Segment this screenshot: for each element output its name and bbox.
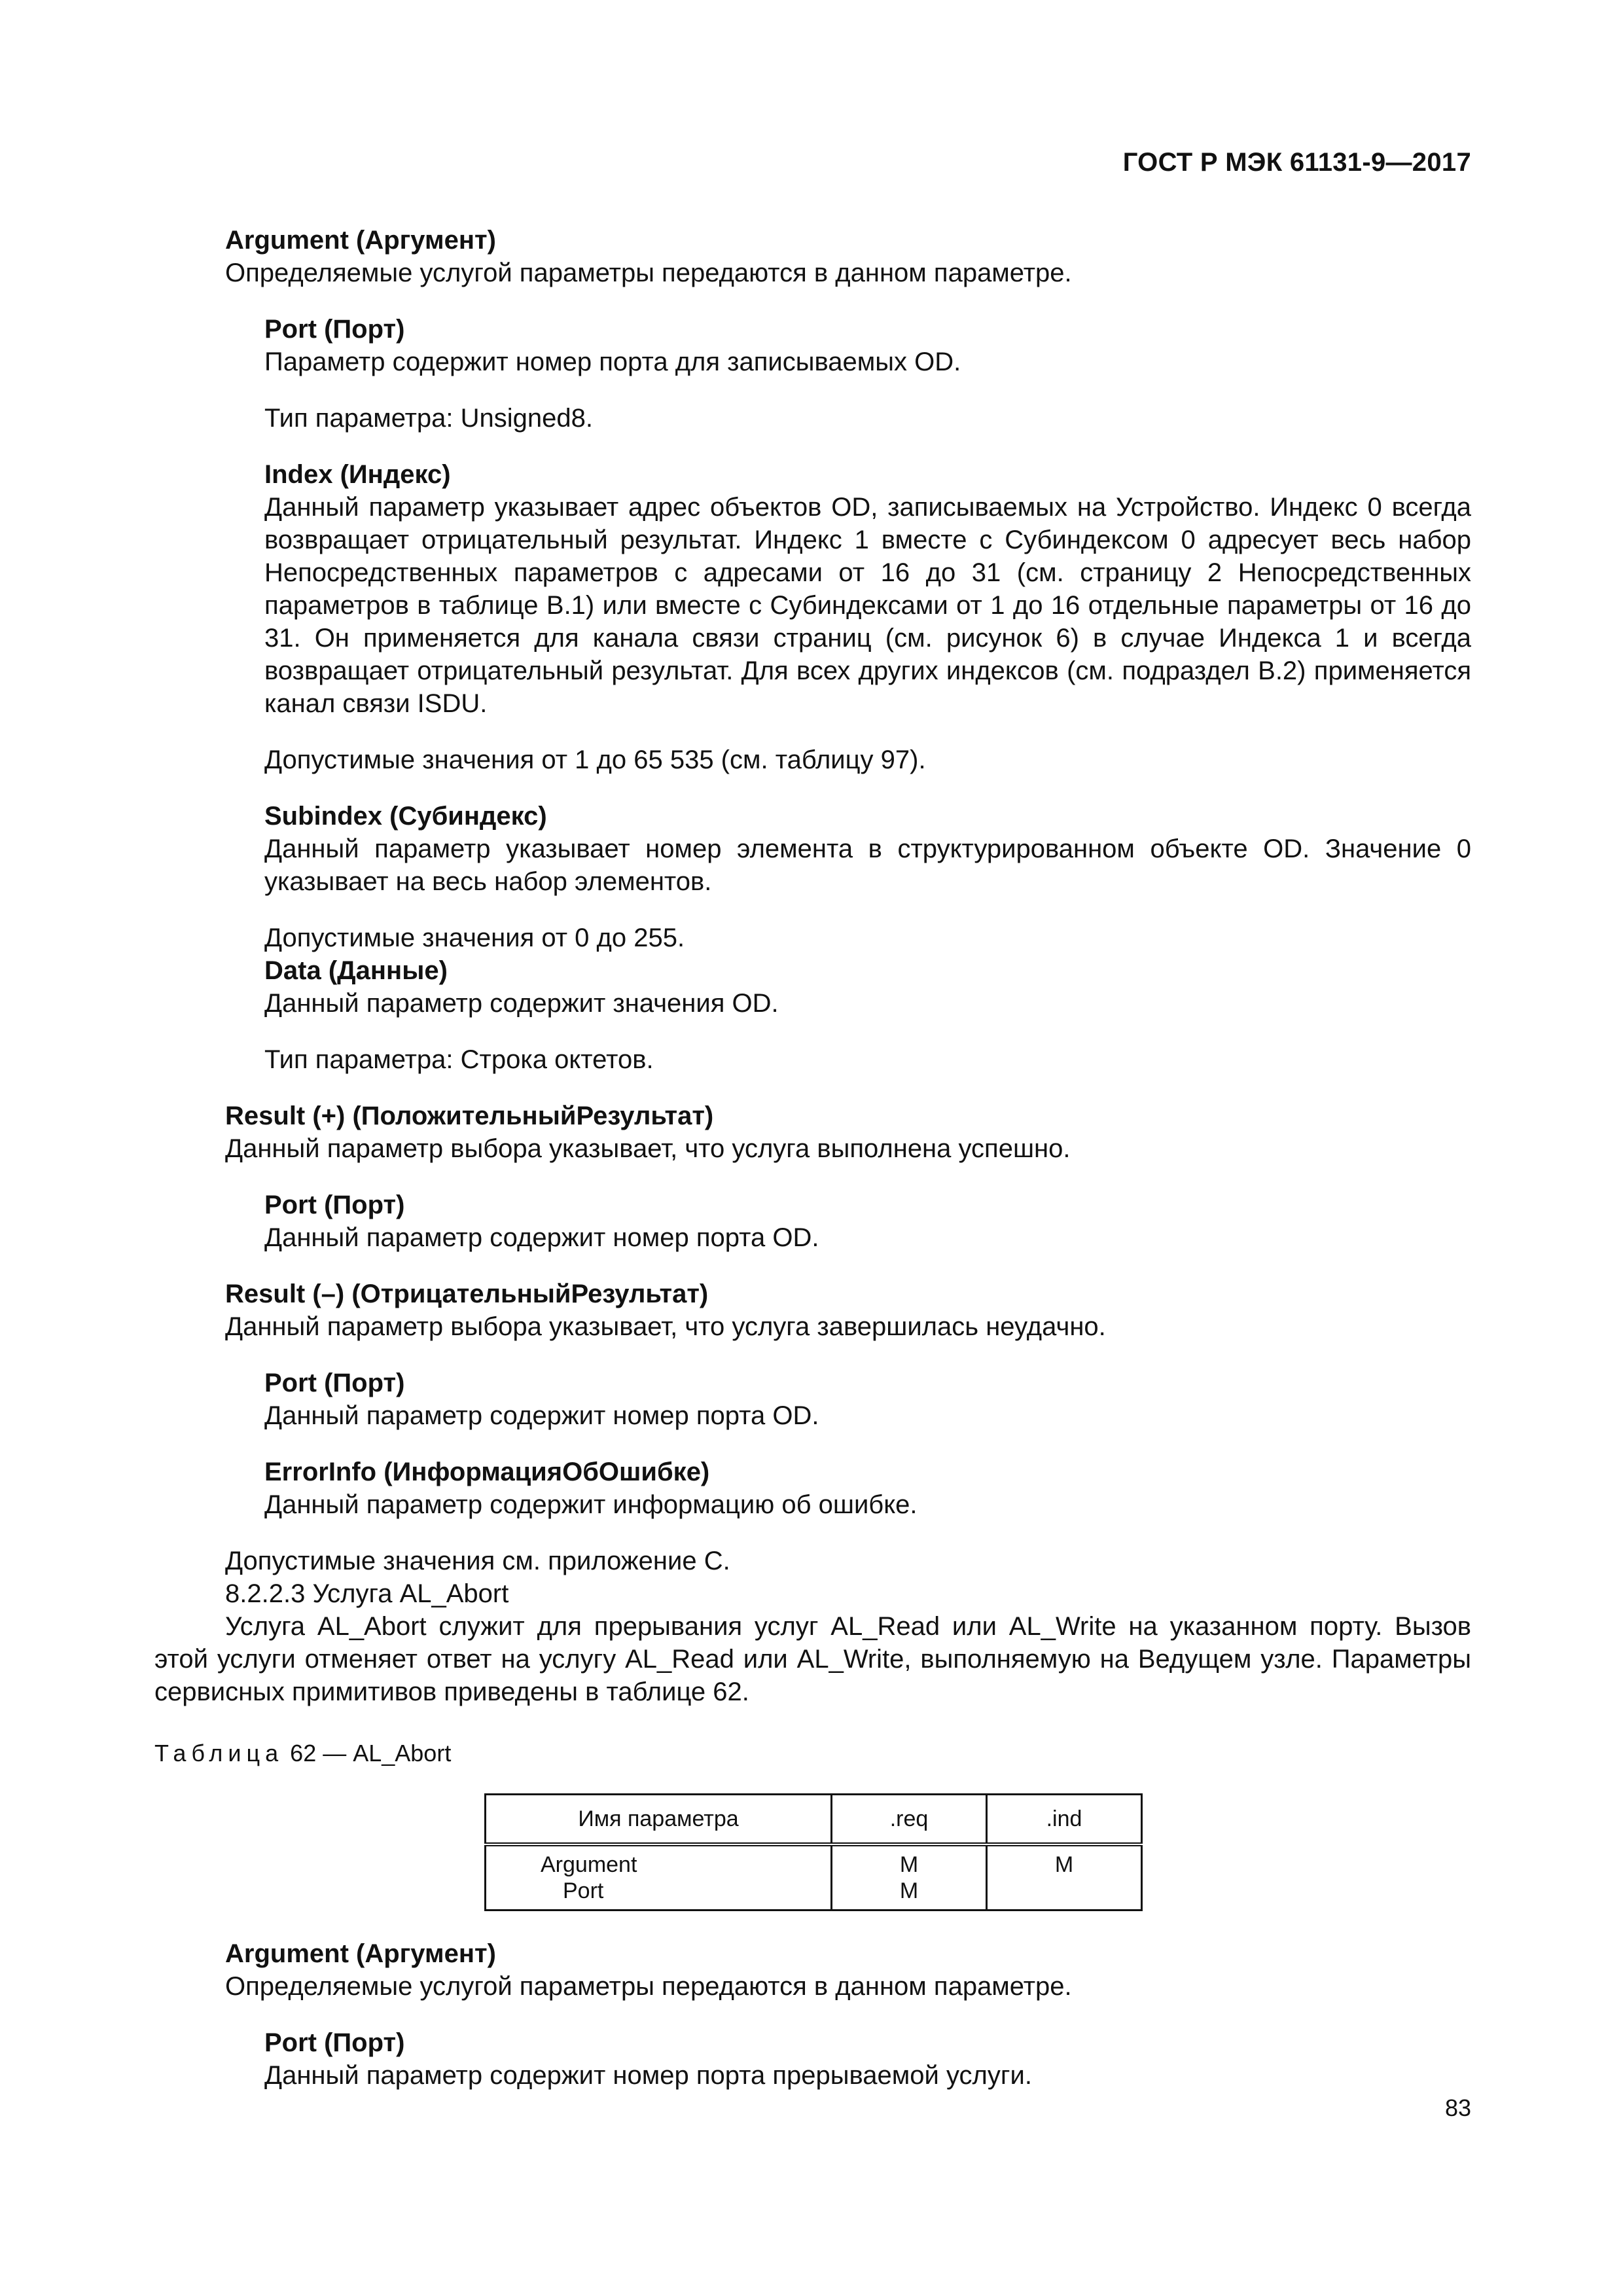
- section-heading-argument: Argument (Аргумент): [225, 1939, 496, 1968]
- paragraph: Определяемые услугой параметры передаются в данном параметре.: [225, 259, 1072, 287]
- table-cell-req: [832, 1844, 987, 1910]
- paragraph: Данный параметр содержит номер порта OD.: [264, 1223, 819, 1252]
- table-header-cell: .ind: [987, 1795, 1142, 1845]
- table-caption-title: 62 — AL_Abort: [290, 1740, 452, 1767]
- subsection-title: 8.2.2.3 Услуга AL_Abort: [225, 1579, 509, 1608]
- table-cell-names: [486, 1844, 832, 1910]
- table-cell-line: M: [1054, 1852, 1074, 1877]
- paragraph: Данный параметр указывает номер элемента в структурированном объекте OD. Значение 0 указывает на весь набор элементов.: [264, 834, 1471, 896]
- paragraph: Допустимые значения см. приложение С.: [225, 1547, 730, 1575]
- table-cell-line: Port: [563, 1878, 604, 1903]
- paragraph: Данный параметр содержит номер порта прерываемой услуги.: [264, 2061, 1032, 2090]
- page-content: [154, 224, 1471, 2092]
- table-cell-line: [988, 1878, 1140, 1904]
- section-heading-index: Index (Индекс): [264, 460, 451, 489]
- section-heading-data: Data (Данные): [264, 956, 448, 985]
- page-number: 83: [1444, 2094, 1471, 2121]
- table-cell-line: Argument: [541, 1852, 637, 1877]
- paragraph: Определяемые услугой параметры передаются в данном параметре.: [225, 1972, 1072, 2001]
- table-row: [486, 1844, 1142, 1910]
- table-header-cell: Имя параметра: [486, 1795, 832, 1845]
- table-header-row: [486, 1795, 1142, 1845]
- table-caption: [154, 1737, 1471, 1770]
- paragraph: Допустимые значения от 1 до 65 535 (см. таблицу 97).: [264, 745, 926, 774]
- section-heading-port: Port (Порт): [264, 2028, 405, 2057]
- paragraph: Данный параметр содержит номер порта OD.: [264, 1401, 819, 1430]
- table-caption-word: Таблица: [154, 1740, 284, 1767]
- paragraph: Услуга AL_Abort служит для прерывания услуг AL_Read или AL_Write на указанном порту. Вызов этой услуги отменяет ответ на услугу AL_Read или AL_Write, выполняемую на Ведущем узле. Параметры сервисных примитивов приведены в таблице 62.: [154, 1612, 1471, 1706]
- section-heading-argument: Argument (Аргумент): [225, 226, 496, 255]
- section-heading-errorinfo: ErrorInfo (ИнформацияОбОшибке): [264, 1458, 710, 1486]
- table-cell-line: M: [899, 1852, 919, 1877]
- paragraph: Данный параметр содержит значения OD.: [264, 989, 779, 1018]
- section-heading-port: Port (Порт): [264, 1191, 405, 1219]
- paragraph: Тип параметра: Unsigned8.: [264, 404, 594, 433]
- paragraph: Данный параметр содержит информацию об ошибке.: [264, 1490, 918, 1519]
- paragraph: Данный параметр указывает адрес объектов OD, записываемых на Устройство. Индекс 0 всегда возвращает отрицательный результат. Индекс 1 вместе с Субиндексом 0 адресует весь набор Непосредственных параметров с адресами от 16 до 31 (см. страницу 2 Непосредственных параметров в таблице В.1) или вместе с Субиндексами от 1 до 16 отдельные параметры от 16 до 31. Он применяется для канала связи страниц (см. рисунок 6) в случае Индекса 1 и всегда возвращает отрицательный результат. Для всех других индексов (см. подраздел В.2) применяется канал связи ISDU.: [264, 493, 1471, 718]
- document-standard-header: ГОСТ Р МЭК 61131-9—2017: [1122, 148, 1471, 177]
- table-cell-line: M: [899, 1878, 919, 1903]
- section-heading-port: Port (Порт): [264, 315, 405, 344]
- section-heading-result-negative: Result (–) (ОтрицательныйРезультат): [225, 1280, 709, 1308]
- paragraph: Допустимые значения от 0 до 255.: [264, 924, 685, 952]
- parameter-table: [484, 1793, 1143, 1911]
- section-heading-port: Port (Порт): [264, 1369, 405, 1397]
- section-heading-subindex: Subindex (Субиндекс): [264, 802, 547, 831]
- paragraph: Данный параметр выбора указывает, что услуга завершилась неудачно.: [225, 1312, 1106, 1341]
- paragraph: Данный параметр выбора указывает, что услуга выполнена успешно.: [225, 1134, 1071, 1163]
- paragraph: Параметр содержит номер порта для записываемых OD.: [264, 348, 961, 376]
- table-cell-ind: [987, 1844, 1142, 1910]
- table-header-cell: .req: [832, 1795, 987, 1845]
- paragraph: Тип параметра: Строка октетов.: [264, 1045, 654, 1074]
- section-heading-result-positive: Result (+) (ПоложительныйРезультат): [225, 1102, 714, 1130]
